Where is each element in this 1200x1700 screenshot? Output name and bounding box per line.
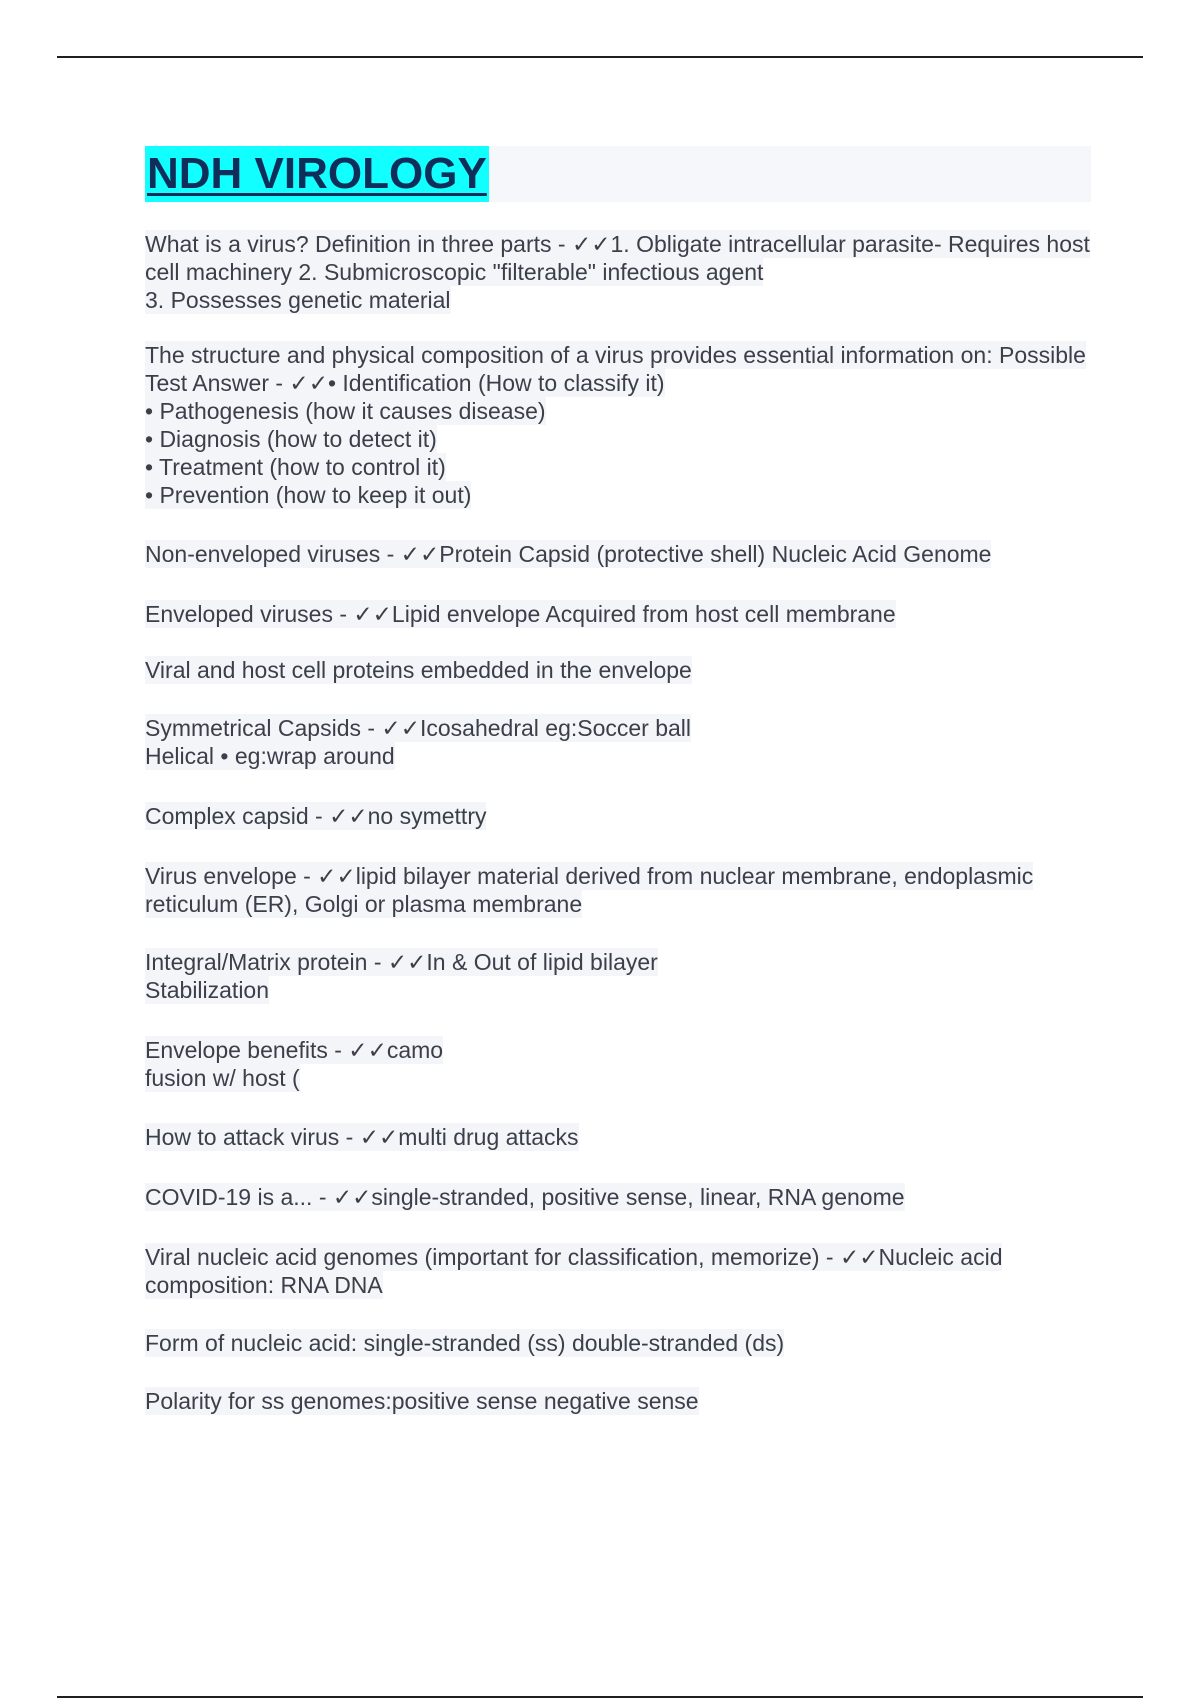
flashcard-text: COVID-19 is a... - ✓✓single-stranded, positive sense, linear, RNA genome	[145, 1184, 905, 1210]
flashcard-text: Non-enveloped viruses - ✓✓Protein Capsid (protective shell) Nucleic Acid Genome	[145, 541, 992, 567]
flashcard	[145, 948, 1095, 1004]
flashcard-list	[145, 230, 1095, 1415]
flashcard	[145, 540, 1095, 568]
document-title: NDH VIROLOGY	[145, 146, 489, 202]
flashcard	[145, 1387, 1095, 1415]
flashcard	[145, 1036, 1095, 1092]
flashcard	[145, 1123, 1095, 1151]
flashcard-text: Integral/Matrix protein - ✓✓In & Out of lipid bilayer Stabilization	[145, 949, 658, 1003]
bottom-rule	[57, 1696, 1143, 1698]
flashcard	[145, 714, 1095, 770]
flashcard-text: Viral and host cell proteins embedded in the envelope	[145, 657, 692, 683]
flashcard-text: Complex capsid - ✓✓no symettry	[145, 803, 487, 829]
flashcard	[145, 341, 1095, 509]
flashcard-text: How to attack virus - ✓✓multi drug attacks	[145, 1124, 579, 1150]
flashcard-text: Envelope benefits - ✓✓camo fusion w/ host (	[145, 1037, 444, 1091]
flashcard-text: Enveloped viruses - ✓✓Lipid envelope Acquired from host cell membrane	[145, 601, 896, 627]
flashcard-text: Polarity for ss genomes:positive sense negative sense	[145, 1388, 699, 1414]
flashcard	[145, 862, 1095, 918]
flashcard	[145, 600, 1095, 628]
flashcard	[145, 802, 1095, 830]
flashcard-text: Symmetrical Capsids - ✓✓Icosahedral eg:Soccer ball Helical • eg:wrap around	[145, 715, 692, 769]
flashcard	[145, 230, 1095, 314]
flashcard-text: Form of nucleic acid: single-stranded (ss) double-stranded (ds)	[145, 1330, 785, 1356]
flashcard-text: What is a virus? Definition in three parts - ✓✓1. Obligate intracellular parasite- Requires host cell machinery 2. Submicroscopic "filterable" infectious agent 3. Possesses genetic material	[145, 231, 1090, 313]
flashcard-text: The structure and physical composition of a virus provides essential information on: Possible Test Answer - ✓✓• Identification (How to classify it) • Pathogenesis (how it causes disease) • Diagnosis (how to detect it) • Treatment (how to control it) • Prevention (how to keep it out)	[145, 342, 1086, 508]
flashcard	[145, 656, 1095, 684]
flashcard	[145, 1329, 1095, 1357]
flashcard-text: Virus envelope - ✓✓lipid bilayer material derived from nuclear membrane, endoplasmic reticulum (ER), Golgi or plasma membrane	[145, 863, 1034, 917]
flashcard	[145, 1243, 1095, 1299]
top-rule	[57, 56, 1143, 58]
flashcard-text: Viral nucleic acid genomes (important for classification, memorize) - ✓✓Nucleic acid composition: RNA DNA	[145, 1244, 1003, 1298]
flashcard	[145, 1183, 1095, 1211]
